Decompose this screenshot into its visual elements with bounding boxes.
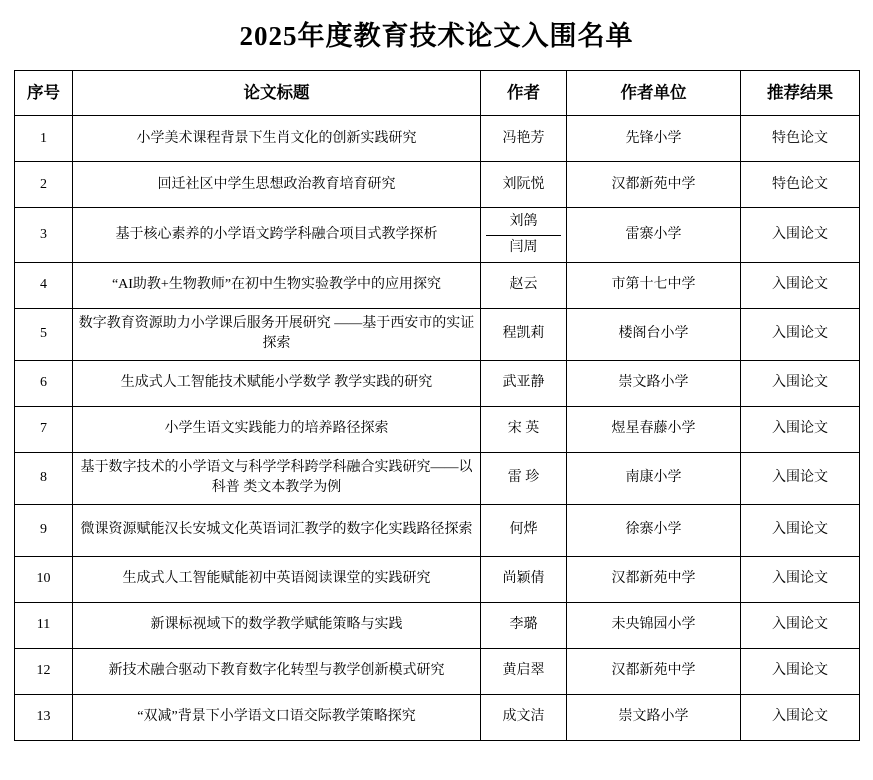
cell-author: 雷 珍 [481,452,567,504]
cell-recommend-result: 入围论文 [741,648,860,694]
author-split-wrapper [486,212,561,258]
cell-paper-title: 基于核心素养的小学语文跨学科融合项目式教学探析 [73,208,481,263]
column-header-author: 作者 [481,71,567,116]
table-row [15,694,860,740]
column-header-index: 序号 [15,71,73,116]
table-header [15,71,860,116]
cell-author [481,208,567,263]
cell-author: 宋 英 [481,406,567,452]
cell-paper-title: 新技术融合驱动下教育数字化转型与教学创新模式研究 [73,648,481,694]
table-row [15,504,860,556]
cell-recommend-result: 入围论文 [741,556,860,602]
cell-author: 武亚静 [481,360,567,406]
table-row [15,556,860,602]
cell-author-unit: 汉都新苑中学 [567,162,741,208]
cell-index: 5 [15,308,73,360]
column-header-unit: 作者单位 [567,71,741,116]
table-row [15,308,860,360]
cell-paper-title: 微课资源赋能汉长安城文化英语词汇教学的数字化实践路径探索 [73,504,481,556]
cell-recommend-result: 特色论文 [741,116,860,162]
column-header-title: 论文标题 [73,71,481,116]
cell-paper-title: 生成式人工智能赋能初中英语阅读课堂的实践研究 [73,556,481,602]
cell-recommend-result: 入围论文 [741,262,860,308]
cell-paper-title: 数字教育资源助力小学课后服务开展研究 ——基于西安市的实证探索 [73,308,481,360]
cell-paper-title: “AI助教+生物教师”在初中生物实验教学中的应用探究 [73,262,481,308]
cell-paper-title: 回迁社区中学生思想政治教育培育研究 [73,162,481,208]
cell-author-unit: 未央锦园小学 [567,602,741,648]
cell-recommend-result: 特色论文 [741,162,860,208]
cell-author: 程凯莉 [481,308,567,360]
table-row [15,406,860,452]
cell-index: 4 [15,262,73,308]
cell-paper-title: 新课标视域下的数学教学赋能策略与实践 [73,602,481,648]
cell-paper-title: 小学生语文实践能力的培养路径探索 [73,406,481,452]
table-row [15,360,860,406]
table-row [15,602,860,648]
cell-author: 冯艳芳 [481,116,567,162]
table-row [15,162,860,208]
paper-shortlist-table [14,70,860,741]
cell-index: 13 [15,694,73,740]
cell-index: 1 [15,116,73,162]
cell-recommend-result: 入围论文 [741,406,860,452]
author-name-primary: 刘鸽 [486,212,561,235]
author-name-secondary: 闫周 [509,239,538,255]
cell-index: 3 [15,208,73,263]
cell-recommend-result: 入围论文 [741,602,860,648]
cell-index: 10 [15,556,73,602]
cell-author-unit: 崇文路小学 [567,360,741,406]
table-row [15,116,860,162]
cell-author: 尚颖倩 [481,556,567,602]
table-row [15,648,860,694]
cell-index: 8 [15,452,73,504]
cell-index: 7 [15,406,73,452]
table-body [15,116,860,741]
table-row [15,208,860,263]
cell-recommend-result: 入围论文 [741,694,860,740]
cell-recommend-result: 入围论文 [741,504,860,556]
cell-paper-title: 小学美术课程背景下生肖文化的创新实践研究 [73,116,481,162]
cell-author: 李璐 [481,602,567,648]
cell-paper-title: 生成式人工智能技术赋能小学数学 教学实践的研究 [73,360,481,406]
cell-author-unit: 先锋小学 [567,116,741,162]
cell-recommend-result: 入围论文 [741,308,860,360]
cell-author-unit: 楼阁台小学 [567,308,741,360]
cell-author-unit: 南康小学 [567,452,741,504]
cell-author-unit: 煜星春藤小学 [567,406,741,452]
cell-author-unit: 徐寨小学 [567,504,741,556]
cell-author-unit: 崇文路小学 [567,694,741,740]
cell-recommend-result: 入围论文 [741,360,860,406]
column-header-result: 推荐结果 [741,71,860,116]
cell-author: 刘阮悦 [481,162,567,208]
cell-paper-title: 基于数字技术的小学语文与科学学科跨学科融合实践研究——以科普 类文本教学为例 [73,452,481,504]
cell-paper-title: “双减”背景下小学语文口语交际教学策略探究 [73,694,481,740]
cell-author: 成文洁 [481,694,567,740]
cell-index: 9 [15,504,73,556]
cell-author-unit: 汉都新苑中学 [567,648,741,694]
page-title: 2025年度教育技术论文入围名单 [239,21,634,51]
cell-author-unit: 汉都新苑中学 [567,556,741,602]
cell-index: 2 [15,162,73,208]
cell-recommend-result: 入围论文 [741,208,860,263]
cell-author: 黄启翠 [481,648,567,694]
cell-recommend-result: 入围论文 [741,452,860,504]
cell-author-unit: 雷寨小学 [567,208,741,263]
cell-author-unit: 市第十七中学 [567,262,741,308]
table-header-row [15,71,860,116]
cell-author: 赵云 [481,262,567,308]
cell-index: 6 [15,360,73,406]
cell-author: 何烨 [481,504,567,556]
table-row [15,262,860,308]
table-row [15,452,860,504]
cell-index: 11 [15,602,73,648]
cell-index: 12 [15,648,73,694]
